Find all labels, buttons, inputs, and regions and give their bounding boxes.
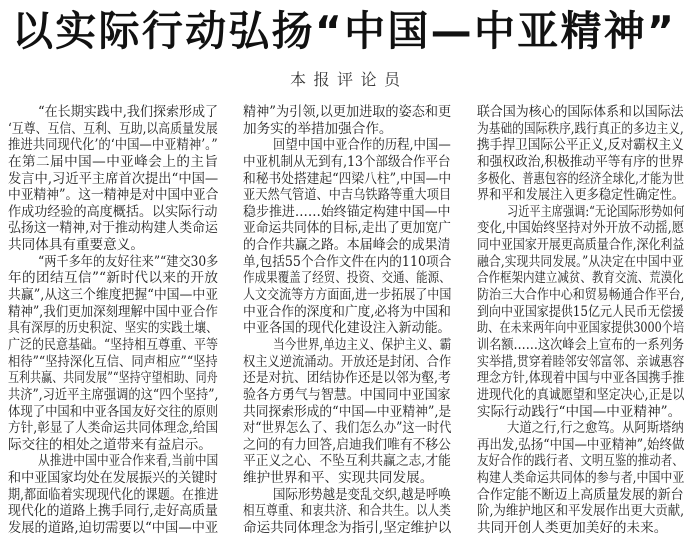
text-line-content: 携手捍卫国际公平正义,反对霸权主义 [477,137,684,154]
text-line-content: 亚天然气管道、中吉乌铁路等重大项目 [243,187,452,204]
text-line-content: 共同探索形成的“中国—中亚精神”,是 [243,403,452,420]
text-line-content: 权主义逆流涌动。开放还是封闭、合作 [243,353,452,370]
text-line [8,270,218,287]
text-line [243,404,451,421]
text-line [477,187,684,204]
text-line [243,237,451,254]
article-paragraph [243,487,451,537]
text-line-content: 稳步推进……始终锚定构建中国—中 [243,203,451,220]
text-line [243,187,451,204]
text-line [243,437,451,454]
text-line-content: ‘互尊、互信、互利、互助,以高质量发展 [8,120,218,137]
text-line [8,154,218,171]
text-line [477,237,684,254]
text-line-content: 中亚各国的现代化建设注入新动能。 [243,320,451,337]
text-line [243,270,451,287]
text-line [477,387,684,404]
text-line-content: 防治三大合作中心和贸易畅通合作平台, [477,287,685,304]
text-line-content: 大道之行,行之愈笃。从阿斯塔纳 [506,420,684,437]
headline: 以实际行动弘扬“中国—中亚精神” [12,7,674,55]
text-line-content: 广泛的民意基础。“坚持相互尊重、平等 [8,336,219,353]
text-line [243,420,451,437]
text-line [243,104,451,121]
text-line [8,354,218,371]
text-line-content: 际交往的相处之道带来有益启示。 [8,436,212,453]
text-line [477,420,684,437]
text-line [8,453,218,470]
text-line [8,503,218,520]
text-line-content: 作成功经验的高度概括。以实际行动 [8,203,218,220]
text-line-content: 维护世界和平、实现共同发展。 [243,470,434,487]
text-line [243,470,451,487]
text-line-content: 构建人类命运共同体的参与者,中国中亚 [477,470,685,487]
article-column-3 [477,104,684,537]
text-line [477,204,684,221]
text-line [243,254,451,271]
text-line-content: 发展的道路,迫切需要以“中国—中亚 [8,520,219,537]
text-line [243,320,451,337]
text-line [8,104,218,121]
text-line-content: 之问的有力回答,启迪我们唯有不移公 [243,436,451,453]
text-line-content: 共同开创人类更加美好的未来。 [477,520,668,537]
text-line [8,220,218,237]
text-line-content: 对“世界怎么了、我们怎么办”这一时代 [243,420,452,437]
text-line-content: “两千多年的友好往来”“建交30多 [37,253,219,270]
text-line [477,453,684,470]
text-line [8,387,218,404]
text-line-content: 友好合作的践行者、文明互鉴的推动者、 [477,453,684,470]
text-line [8,121,218,138]
text-line [243,387,451,404]
text-line [477,320,684,337]
text-line-content: 实举措,贯穿着睦邻安邻富邻、亲诚惠容 [477,353,685,370]
article-column-2 [243,104,451,537]
text-line [243,453,451,470]
text-line [477,304,684,321]
text-line [8,237,218,254]
text-line [243,287,451,304]
text-line-content: 验各方勇气与智慧。中国同中亚国家 [243,386,451,403]
text-line-content: 训名额……这次峰会上宣布的一系列务 [477,336,685,353]
text-line [243,503,451,520]
text-line-content: 联合国为核心的国际体系和以国际法 [477,104,684,120]
text-line [477,104,684,121]
text-line [8,470,218,487]
text-line [243,487,451,504]
text-line [8,304,218,321]
text-line [243,220,451,237]
text-line [477,470,684,487]
text-line-content: 单,包括55个合作文件在内的110项合 [243,253,452,270]
text-line-content: 作成果覆盖了经贸、投资、交通、能源、 [243,270,451,287]
text-line [8,187,218,204]
text-line [477,337,684,354]
text-line-content: “在长期实践中,我们探索形成了 [37,104,218,120]
text-line-content: 回望中国中亚合作的历程,中国— [272,137,451,154]
text-line [477,154,684,171]
article-paragraph [243,337,451,487]
text-line-content: 和中亚国家均处在发展振兴的关键时 [8,470,218,487]
text-line-content: 进现代化的真诚愿望和坚定决心,正是以 [477,386,685,403]
text-line-content: 还是对抗、团结协作还是以邻为壑,考 [243,370,451,387]
text-line [8,287,218,304]
text-line-content: 的合作共赢之路。本届峰会的成果清 [243,237,451,254]
text-line [8,487,218,504]
text-line [8,137,218,154]
article-paragraph [243,104,451,137]
text-line-content: 实际行动践行“中国—中亚精神”。 [477,403,682,420]
text-line-content: 共同体具有重要意义。 [8,237,144,254]
text-line [477,520,684,537]
text-line [477,137,684,154]
text-line [477,287,684,304]
text-line-content: 再出发,弘扬“中国—中亚精神”,始终做 [477,436,685,453]
text-line-content: 精神”,我们更加深刻理解中国中亚合作 [8,303,218,320]
text-line [8,437,218,454]
text-line [477,121,684,138]
text-line [243,137,451,154]
text-line-content: 助、在未来两年向中亚国家提供3000个培 [477,320,685,337]
text-line [243,370,451,387]
text-line-content: 融合,实现共同发展。”从决定在中国中亚 [477,253,684,270]
text-line-content: 方针,彰显了人类命运共同体理念,给国 [8,420,219,437]
text-line-content: 年的团结互信”“新时代以来的开放 [8,270,218,287]
text-line-content: 习近平主席强调:“无论国际形势如何 [506,203,685,220]
text-line-content: 和强权政治,积极推动平等有序的世界 [477,153,684,170]
text-line-content: 共济”,习近平主席强调的这“四个坚持”, [8,386,219,403]
text-line [243,154,451,171]
text-line-content: 同中亚国家开展更高质量合作,深化利益 [477,237,685,254]
text-line-content: 理念方针,体现着中国与中亚各国携手推 [477,370,685,387]
text-line [243,171,451,188]
text-line-content: 中亚合作的深度和广度,必将为中国和 [243,303,451,320]
text-line [477,220,684,237]
text-line [8,171,218,188]
text-line [477,404,684,421]
article-paragraph [477,204,684,420]
text-line-content: 在第二届中国—中亚峰会上的主旨 [8,153,218,170]
byline: 本报评论员 [290,70,400,89]
text-line-content: 互利共赢、共同发展”“坚持守望相助、同舟 [8,370,218,387]
text-line [8,254,218,271]
text-line [477,354,684,371]
article-paragraph [477,420,684,536]
text-line-content: 共赢”,从这三个维度把握“中国—中亚 [8,287,219,304]
text-line-content: 具有深厚的历史积淀、坚实的实践土壤、 [8,320,218,337]
text-line [8,404,218,421]
text-line-content: 中亚精神”。这一精神是对中国中亚合 [8,187,219,204]
text-line-content: 相待”“坚持深化互信、同声相应”“坚持 [8,353,218,370]
text-line [243,354,451,371]
text-line [477,270,684,287]
text-line-content: 弘扬这一精神,对于推动构建人类命运 [8,220,218,237]
text-line [477,370,684,387]
text-line-content: 人文交流等方方面面,进一步拓展了中国 [243,287,452,304]
article-paragraph [477,104,684,204]
text-line [243,204,451,221]
text-line-content: 相互尊重、和衷共济、和合共生。以人类 [243,503,451,520]
text-line-content: 国际形势越是变乱交织,越是呼唤 [272,486,451,503]
text-line-content: 发言中,习近平主席首次提出“中国— [8,170,219,187]
article-paragraph [8,453,218,536]
text-line-content: 到向中亚国家提供15亿元人民币无偿援 [477,303,684,320]
text-line-content: 变化,中国始终坚持对外开放不动摇,愿 [477,220,685,237]
text-line [8,420,218,437]
text-line [8,337,218,354]
text-line [477,503,684,520]
article-paragraph [8,254,218,454]
text-line-content: 合作定能不断迈上高质量发展的新台 [477,486,684,503]
text-line-content: 加务实的举措加强合作。 [243,120,393,137]
article-paragraph [243,137,451,337]
text-line [243,304,451,321]
text-line-content: 和秘书处搭建起“四梁八柱”,中国—中 [243,170,452,187]
text-line-content: 中亚机制从无到有,13个部级合作平台 [243,153,451,170]
text-line [243,121,451,138]
text-line [477,254,684,271]
text-line-content: 精神”为引领,以更加进取的姿态和更 [243,104,452,120]
text-line [477,487,684,504]
text-line [477,437,684,454]
text-line [243,520,451,537]
text-line-content: 当今世界,单边主义、保护主义、霸 [272,336,452,353]
text-line [243,337,451,354]
text-line-content: 为基础的国际秩序,践行真正的多边主义, [477,120,684,137]
text-line-content: 合作框架内建立减贫、教育交流、荒漠化 [477,270,684,287]
text-line-content: 从推进中国中亚合作来看,当前中国 [37,453,219,470]
text-line [8,520,218,537]
text-line-content: 现代化的道路上携手同行,走好高质量 [8,503,218,520]
text-line-content: 多极化、普惠包容的经济全球化,才能为世 [477,170,685,187]
article-column-1 [8,104,218,537]
text-line-content: 亚命运共同体的目标,走出了更加宽广 [243,220,451,237]
text-line-content: 平正义之心、不坠互利共赢之志,才能 [243,453,451,470]
text-line-content: 期,都面临着实现现代化的课题。在推进 [8,486,219,503]
text-line-content: 界和平和发展注入更多稳定性确定性。 [477,187,685,204]
text-line-content: 体现了中国和中亚各国友好交往的原则 [8,403,219,420]
article-paragraph [8,104,218,254]
text-line-content: 阶,为维护地区和平发展作出更大贡献, [477,503,685,520]
text-line [8,204,218,221]
text-line [477,171,684,188]
text-line-content: 命运共同体理念为指引,坚定维护以 [243,520,452,537]
text-line-content: 推进共同现代化’的‘中国—中亚精神’。” [8,137,218,154]
text-line [8,370,218,387]
text-line [8,320,218,337]
